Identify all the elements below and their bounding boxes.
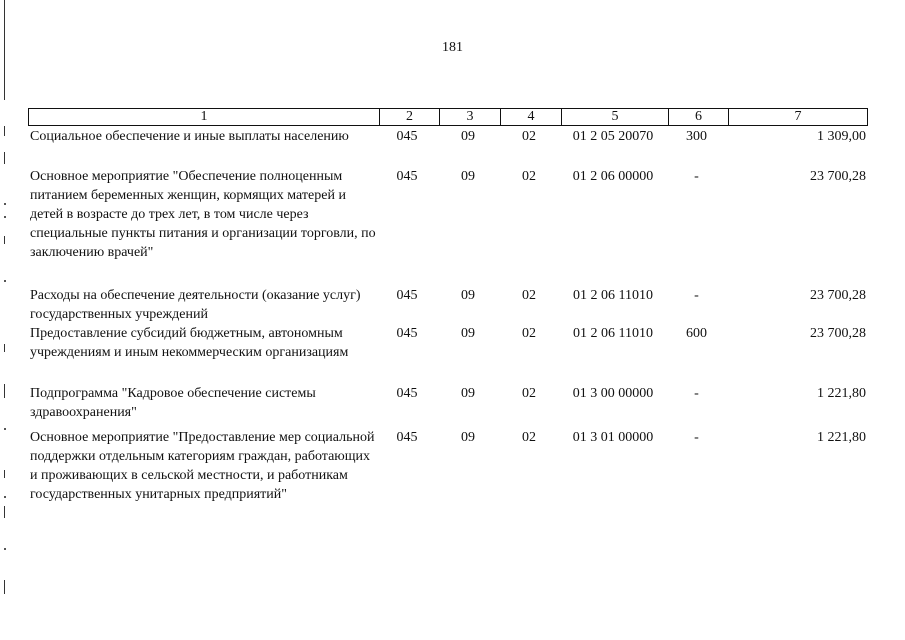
row-code-2: 045 [396,326,418,341]
header-cell-2: 2 [379,109,439,125]
row-code-2: 045 [396,129,418,144]
margin-dot [4,216,6,218]
row-code-6: - [694,169,699,184]
row-name: Социальное обеспечение и иные выплаты населению [30,129,349,144]
row-code-5: 01 2 06 11010 [573,288,653,303]
margin-mark [4,126,5,136]
margin-mark [4,470,5,478]
row-code-2: 045 [396,169,418,184]
header-cell-3: 3 [439,109,500,125]
row-amount: 1 309,00 [817,129,866,144]
margin-mark [4,506,5,518]
row-code-6: 300 [686,129,707,144]
row-code-4: 02 [522,326,536,341]
margin-dot [4,428,6,430]
table-header [28,108,868,126]
row-code-2: 045 [396,288,418,303]
margin-mark [4,0,5,100]
row-amount: 1 221,80 [817,386,866,401]
row-code-3: 09 [461,129,475,144]
header-cell-6: 6 [668,109,728,125]
row-amount: 1 221,80 [817,430,866,445]
margin-mark [4,344,5,352]
row-code-6: 600 [686,326,707,341]
row-code-3: 09 [461,430,475,445]
row-amount: 23 700,28 [810,169,866,184]
margin-mark [4,384,5,398]
row-code-2: 045 [396,386,418,401]
header-cell-5: 5 [561,109,668,125]
margin-dot [4,280,6,282]
margin-dot [4,548,6,550]
row-code-6: - [694,430,699,445]
row-name: Подпрограмма "Кадровое обеспечение системы здравоохранения" [30,386,316,420]
row-code-5: 01 3 01 00000 [572,430,654,445]
margin-mark [4,152,5,164]
row-name: Основное мероприятие "Обеспечение полноценным питанием беременных женщин, кормящих матерей и детей в возрасте до трех лет, в том числе через специальные пункты питания и организации торговли, по заключению врачей" [30,169,376,260]
header-cell-1: 1 [200,109,208,124]
row-code-6: - [694,288,699,303]
row-code-5: 01 2 06 00000 [572,169,654,184]
margin-mark [4,236,5,244]
row-code-3: 09 [461,288,475,303]
row-name: Основное мероприятие "Предоставление мер социальной поддержки отдельным категориям граждан, работающих и проживающих в сельской местности, и работникам государственных унитарных предприятий" [30,430,375,502]
row-name: Предоставление субсидий бюджетным, автономным учреждениям и иным некоммерческим организациям [30,326,349,360]
header-cell-4: 4 [500,109,561,125]
row-code-4: 02 [522,288,536,303]
row-code-3: 09 [461,386,475,401]
row-code-6: - [694,386,699,401]
row-code-5: 01 2 05 20070 [572,129,654,144]
margin-mark [4,580,5,594]
row-code-5: 01 3 00 00000 [572,386,654,401]
row-code-5: 01 2 06 11010 [573,326,653,341]
row-code-4: 02 [522,386,536,401]
row-code-3: 09 [461,169,475,184]
row-amount: 23 700,28 [810,326,866,341]
margin-dot [4,203,6,205]
row-code-3: 09 [461,326,475,341]
row-code-4: 02 [522,169,536,184]
page-number: 181 [442,40,463,55]
row-amount: 23 700,28 [810,288,866,303]
row-code-4: 02 [522,430,536,445]
row-code-2: 045 [396,430,418,445]
margin-dot [4,496,6,498]
row-name: Расходы на обеспечение деятельности (оказание услуг) государственных учреждений [30,288,361,322]
header-cell-7: 7 [728,109,867,125]
row-code-4: 02 [522,129,536,144]
